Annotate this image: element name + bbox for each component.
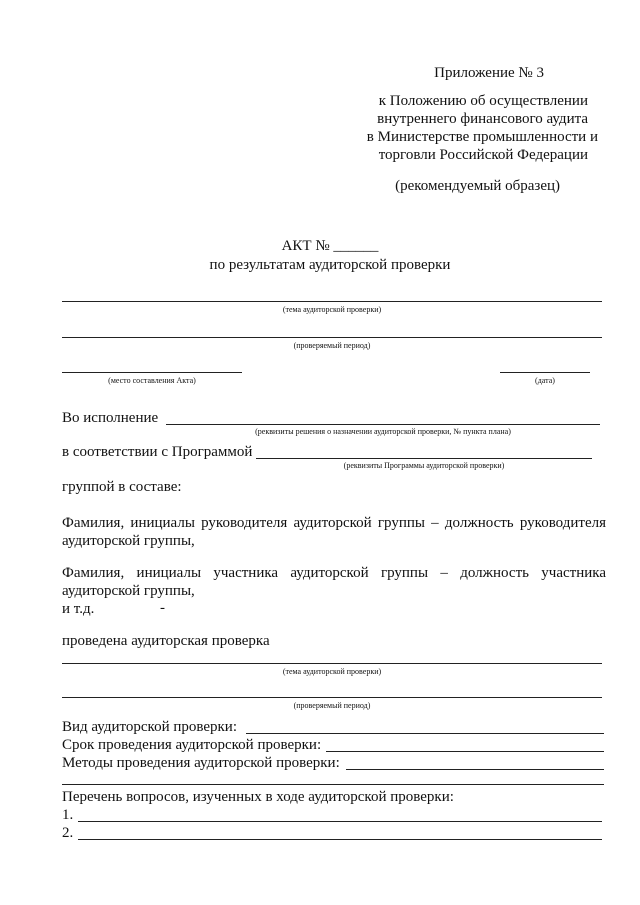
type-line[interactable] — [246, 733, 604, 734]
act-subtitle: по результатам аудиторской проверки — [209, 257, 451, 273]
topic-caption: (тема аудиторской проверки) — [282, 305, 382, 314]
date-line[interactable] — [500, 372, 590, 373]
period-caption: (проверяемый период) — [293, 341, 371, 350]
place-line[interactable] — [62, 372, 242, 373]
conducted-label: проведена аудиторская проверка — [62, 633, 270, 649]
issue-item-1-line[interactable] — [78, 821, 602, 822]
header-line-4: торговли Российской Федерации — [378, 147, 588, 163]
term-line[interactable] — [326, 751, 604, 752]
act-title: АКТ № ______ — [281, 238, 379, 254]
period-line-2[interactable] — [62, 697, 602, 698]
program-caption: (реквизиты Программы аудиторской проверки) — [343, 461, 505, 470]
group-label: группой в составе: — [62, 479, 182, 495]
topic-caption-2: (тема аудиторской проверки) — [282, 667, 382, 676]
member-line-2: аудиторской группы, — [62, 583, 195, 599]
program-line[interactable] — [256, 458, 592, 459]
term-label: Срок проведения аудиторской проверки: — [62, 737, 322, 753]
period-line[interactable] — [62, 337, 602, 338]
header-line-2: внутреннего финансового аудита — [377, 111, 588, 127]
issue-item-2-number: 2. — [62, 825, 74, 841]
recommended-sample: (рекомендуемый образец) — [395, 178, 560, 194]
member-line-1: Фамилия, инициалы участника аудиторской группы – должность участника — [62, 565, 606, 581]
topic-line[interactable] — [62, 301, 602, 302]
methods-line[interactable] — [346, 769, 604, 770]
methods-label: Методы проведения аудиторской проверки: — [62, 755, 340, 771]
etc-label: и т.д. — [62, 601, 95, 617]
etc-dash: - — [160, 600, 165, 616]
accordance-label: в соответствии с Программой — [62, 444, 253, 460]
decision-caption: (реквизиты решения о назначении аудиторской проверки, № пункта плана) — [255, 427, 511, 436]
leader-line-2: аудиторской группы, — [62, 533, 195, 549]
header-line-3: в Министерстве промышленности и — [366, 129, 598, 145]
header-line-1: к Положению об осуществлении — [378, 93, 588, 109]
methods-line-2[interactable] — [62, 784, 604, 785]
period-caption-2: (проверяемый период) — [293, 701, 371, 710]
place-caption: (место составления Акта) — [108, 376, 196, 385]
issue-item-2-line[interactable] — [78, 839, 602, 840]
date-caption: (дата) — [535, 376, 555, 385]
topic-line-2[interactable] — [62, 663, 602, 664]
appendix-number: Приложение № 3 — [434, 65, 544, 81]
issue-item-1-number: 1. — [62, 807, 74, 823]
pursuant-label: Во исполнение — [62, 410, 159, 426]
issues-label: Перечень вопросов, изученных в ходе аудиторской проверки: — [62, 789, 454, 805]
type-label: Вид аудиторской проверки: — [62, 719, 238, 735]
leader-line-1: Фамилия, инициалы руководителя аудиторской группы – должность руководителя — [62, 515, 606, 531]
decision-line[interactable] — [166, 424, 600, 425]
